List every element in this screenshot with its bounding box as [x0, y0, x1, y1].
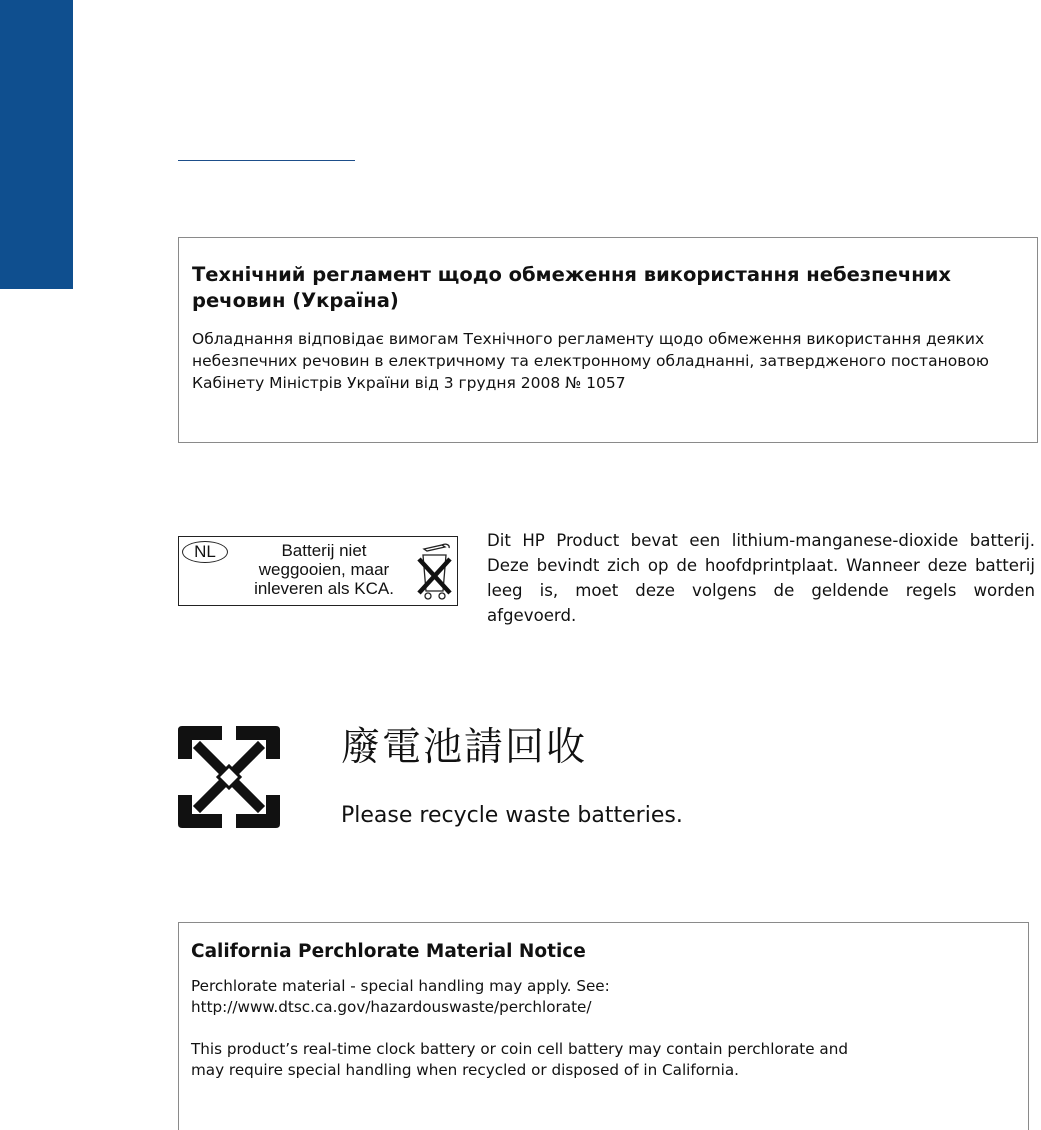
battery-recycle-text-en: Please recycle waste batteries.: [341, 803, 683, 828]
ukraine-notice-box: [178, 237, 1038, 443]
nl-battery-description: Dit HP Product bevat een lithium-manganese-dioxide batterij. Deze bevindt zich op de hoofdprintplaat. Wanneer deze batterij leeg is, moet deze volgens de geldende regels worden afgevoerd.: [487, 531, 1035, 625]
notice-line: may require special handling when recycled or disposed of in California.: [191, 1061, 739, 1079]
notice-line: This product’s real-time clock battery or coin cell battery may contain perchlorate and: [191, 1040, 848, 1058]
battery-recycle-icon: [178, 726, 280, 828]
ukraine-notice-text: Обладнання відповідає вимогам Технічного регламенту щодо обмеження використання деяких небезпечних речовин в електричному та електронному обладнанні, затвердженого постановою Кабінету Міністрів України від 3 грудня 2008 № 1057: [192, 330, 989, 392]
california-notice-paragraph-2: [191, 1039, 1014, 1081]
nl-battery-label-text: [229, 541, 419, 598]
battery-recycle-text-cjk: 廢電池請回收: [341, 725, 588, 770]
nl-country-badge: NL: [182, 541, 228, 563]
california-notice-box: [178, 922, 1029, 1130]
crossed-out-wheelie-bin-icon: [415, 541, 453, 603]
california-notice-paragraph-1: [191, 976, 1014, 1018]
nl-label-line: weggooien, maar: [258, 560, 390, 579]
header-rule: [178, 160, 355, 161]
chapter-side-tab: [0, 0, 73, 289]
ukraine-notice-title: Технічний регламент щодо обмеження використання небезпечних речовин (Україна): [192, 263, 951, 312]
nl-battery-label: [178, 536, 458, 606]
nl-label-line: inleveren als KCA.: [254, 579, 394, 598]
notice-line: Perchlorate material - special handling may apply. See:: [191, 977, 610, 995]
california-notice-title: California Perchlorate Material Notice: [191, 941, 586, 962]
nl-label-line: Batterij niet: [281, 541, 367, 560]
perchlorate-url: http://www.dtsc.ca.gov/hazardouswaste/perchlorate/: [191, 998, 592, 1016]
